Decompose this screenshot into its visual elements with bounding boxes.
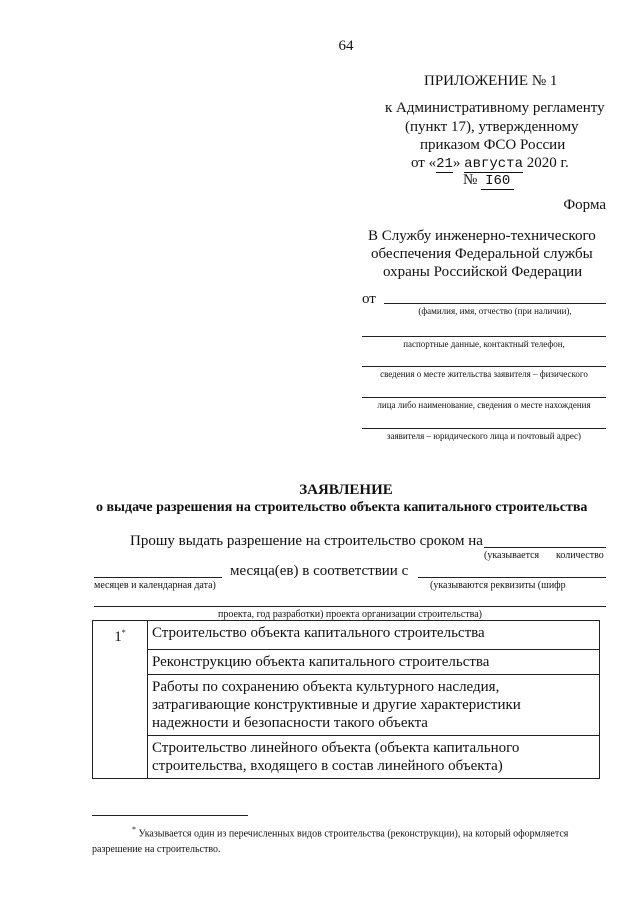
table-row (93, 621, 600, 650)
footnote-marker: * (132, 825, 136, 834)
from-note-4: лица либо наименование, сведения о месте нахождения (377, 400, 591, 410)
annex-line-2: (пункт 17), утвержденному (405, 119, 579, 135)
request-hint-3: (указываются реквизиты (шифр (430, 580, 566, 591)
request-hint-1a: (указывается (484, 550, 540, 561)
project-field-line (418, 577, 606, 578)
from-note-3: сведения о месте жительства заявителя – физического (380, 369, 588, 379)
from-note-5: заявителя – юридического лица и почтовый адрес) (386, 431, 582, 441)
project-details-line (94, 606, 606, 607)
annex-line-3: приказом ФСО России (420, 137, 566, 153)
page-number: 64 (338, 38, 354, 54)
statement-title: ЗАЯВЛЕНИЕ (299, 482, 393, 498)
annex-date-year: 2020 г. (526, 155, 569, 171)
from-residence-line (362, 366, 606, 367)
months-field-line (94, 577, 222, 578)
annex-date-prefix: от « (411, 155, 437, 171)
addressee-line-2: обеспечения Федеральной службы (371, 246, 593, 262)
option-1: Строительство объекта капитального строительства (148, 621, 600, 650)
from-note-1: (фамилия, имя, отчество (при наличии), (418, 306, 572, 316)
from-name-line (384, 303, 606, 304)
annex-date (411, 155, 569, 173)
annex-number (463, 172, 514, 190)
form-label: Форма (563, 197, 606, 213)
request-hint-4: проекта, год разработки) проекта организации строительства) (218, 609, 482, 620)
request-hint-1b: количество (556, 550, 604, 561)
annex-number-value: I60 (481, 174, 514, 190)
construction-type-table (92, 620, 600, 779)
addressee-line-3: охраны Российской Федерации (383, 264, 583, 280)
request-line-1: Прошу выдать разрешение на строительство сроком на (130, 533, 483, 549)
annex-line-1: к Административному регламенту (385, 100, 605, 116)
item-number: 1 (114, 629, 122, 645)
footnote (92, 822, 610, 858)
annex-date-day: 21 (436, 156, 453, 172)
from-address-line (362, 428, 606, 429)
table-row (93, 649, 600, 674)
request-hint-2: месяцев и календарная дата) (94, 580, 216, 591)
from-entity-line (362, 397, 606, 398)
statement-subtitle: о выдаче разрешения на строительство объекта капитального строительства (96, 500, 588, 515)
option-4: Строительство линейного объекта (объекта капитального строительства, входящего в состав линейного объекта) (148, 735, 600, 778)
annex-date-mid: » (452, 155, 461, 171)
from-note-2: паспортные данные, контактный телефон, (403, 339, 565, 349)
option-3: Работы по сохранению объекта культурного наследия, затрагивающие конструктивные и другие характеристики надежности и безопасности такого объекта (148, 674, 600, 735)
item-marker: * (121, 628, 126, 637)
from-label: от (362, 291, 376, 307)
annex-title: ПРИЛОЖЕНИЕ № 1 (424, 73, 558, 89)
term-field-line (484, 547, 606, 548)
annex-number-prefix: № (463, 172, 478, 188)
addressee-line-1: В Службу инженерно-технического (368, 228, 596, 244)
from-passport-line (362, 336, 606, 337)
request-mid-text: месяца(ев) в соответствии с (230, 563, 409, 579)
footnote-separator (92, 815, 248, 816)
option-2: Реконструкцию объекта капитального строительства (148, 649, 600, 674)
annex-date-month: августа (464, 156, 523, 172)
table-row (93, 674, 600, 735)
table-row (93, 735, 600, 778)
footnote-text: Указывается один из перечисленных видов строительства (реконструкции), на который оформляется разрешение на строительство. (92, 828, 569, 856)
item-number-cell (93, 621, 148, 650)
